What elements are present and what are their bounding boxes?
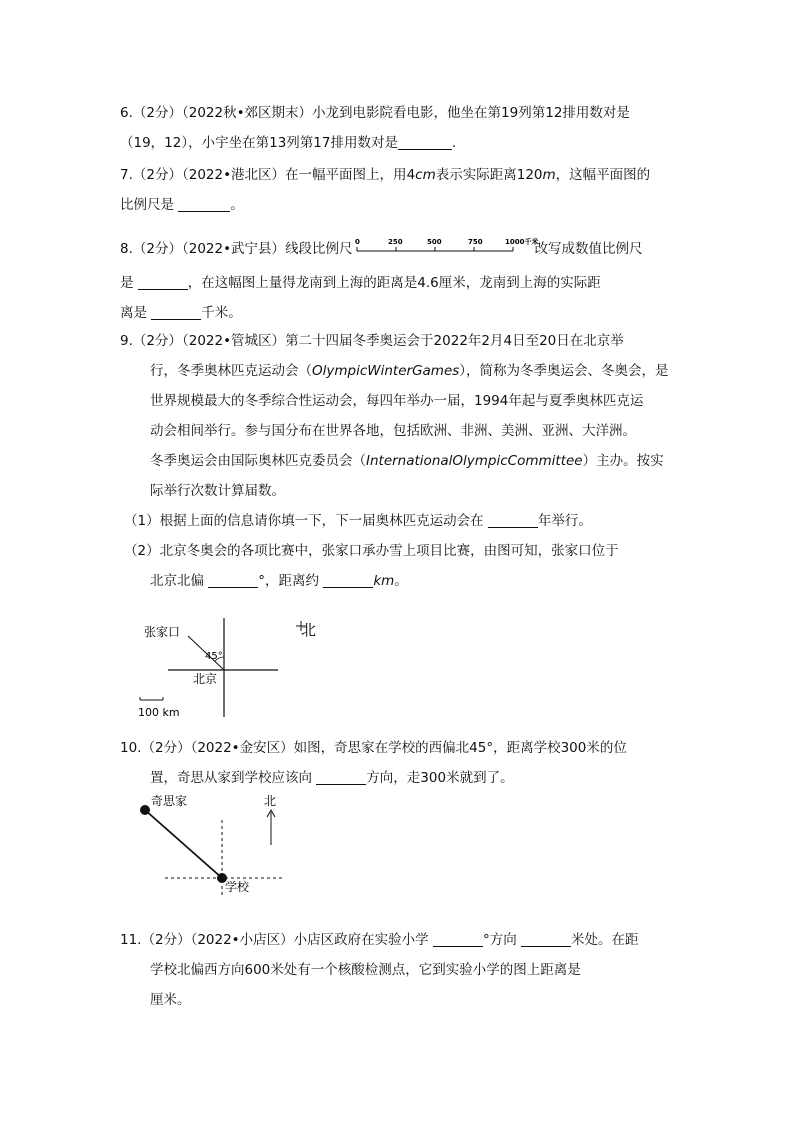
question-10 (120, 733, 680, 793)
beijing-direction-diagram (135, 610, 345, 725)
line-scale-bar (354, 237, 539, 259)
scale-label-250: 250 (387, 238, 403, 246)
unit: m (542, 167, 556, 183)
question-text: 线段比例尺 (285, 241, 353, 257)
unit: km (373, 573, 395, 589)
scale-label-0: 0 (354, 238, 360, 246)
question-text: 离是 (120, 305, 147, 321)
scale-label: 100 km (138, 706, 180, 719)
answer-blank[interactable] (398, 131, 452, 150)
question-text: 米处。在距 (571, 932, 639, 948)
angle-label: 45° (205, 651, 223, 662)
question-number: 11. (120, 932, 142, 948)
answer-blank[interactable] (208, 569, 258, 588)
question-meta: （2分）（2022•小店区） (141, 932, 294, 948)
question-text: 第二十四届冬季奥运会于2022年2月4日至20日在北京举 (285, 333, 624, 349)
question-text: 如图，奇思家在学校的西偏北45°，距离学校300米的位 (293, 740, 627, 756)
zhangjiakou-label: 张家口 (144, 625, 181, 639)
subquestion-2: （2）北京冬奥会的各项比赛中，张家口承办雪上项目比赛，由图可知，张家口位于 (124, 543, 619, 559)
question-number: 9. (120, 333, 133, 349)
question-11 (120, 925, 680, 1015)
question-text: ），简称为冬季奥运会、冬奥会，是 (459, 363, 669, 379)
question-text: 表示实际距离 (435, 167, 517, 183)
question-meta: （2分）（2022•金安区） (141, 740, 294, 756)
question-text: 小龙到电影院看电影，他坐在第19列第12排用数对是 (312, 105, 630, 121)
question-meta: （2分）（2022•武宁县） (132, 241, 286, 257)
question-meta: （2分）（2022•管城区） (132, 333, 286, 349)
question-text: 方向，走300米就到了。 (366, 770, 514, 786)
question-number: 10. (120, 740, 142, 756)
answer-blank[interactable] (151, 301, 201, 320)
question-text: 学校北偏西方向600米处有一个核酸检测点，它到实验小学的图上距离是 (150, 962, 581, 978)
answer-blank[interactable] (323, 569, 373, 588)
question-text: 世界规模最大的冬季综合性运动会，每四年举办一届，1994年起与夏季奥林匹克运 (150, 393, 644, 409)
answer-blank[interactable] (138, 271, 188, 290)
question-text: ，在这幅图上量得龙南到上海的距离是4.6厘米，龙南到上海的实际距 (187, 275, 601, 291)
value: 4 (406, 167, 416, 183)
home-point (140, 805, 150, 815)
question-text: °方向 (482, 932, 517, 948)
question-text: 。 (394, 573, 408, 589)
home-label: 奇思家 (151, 794, 188, 808)
unit: cm (415, 167, 436, 183)
question-text: 厘米。 (150, 992, 191, 1008)
question-text: ）主办。按实 (582, 453, 664, 469)
question-meta: （2分）（2022•港北区） (132, 167, 286, 183)
question-text: 冬季奥运会由国际奥林匹克委员会（ (150, 453, 366, 469)
question-text: 。 (230, 197, 244, 213)
value: 120 (516, 167, 543, 183)
question-text: InternationalOlympicCommittee (366, 453, 583, 469)
subquestion-1: （1）根据上面的信息请你填一下，下一届奥林匹克运动会在 (124, 513, 484, 529)
question-text: 置，奇思从家到学校应该向 (150, 770, 312, 786)
question-text: °，距离约 (258, 573, 320, 589)
answer-blank[interactable] (433, 928, 483, 947)
answer-blank[interactable] (488, 509, 538, 528)
question-text: 动会相间举行。参与国分布在世界各地，包括欧洲、非洲、美洲、亚洲、大洋洲。 (150, 423, 636, 439)
north-label: 北 (264, 794, 277, 808)
scale-label-1000: 1000千米 (504, 238, 539, 246)
question-text: OlympicWinterGames (312, 363, 460, 379)
scale-label-500: 500 (426, 238, 442, 246)
question-7 (120, 160, 680, 220)
answer-blank[interactable] (521, 928, 571, 947)
question-6 (120, 98, 680, 158)
scale-label-750: 750 (467, 238, 483, 246)
question-number: 8. (120, 241, 133, 257)
beijing-label: 北京 (193, 672, 218, 686)
school-label: 学校 (225, 880, 250, 894)
question-text: 年举行。 (537, 513, 592, 529)
question-text: 改写成数值比例尺 (534, 241, 643, 257)
question-text: ，这幅平面图的 (555, 167, 651, 183)
question-text: 行，冬季奥林匹克运动会（ (150, 363, 312, 379)
question-text: 比例尺是 (120, 197, 174, 213)
question-number: 7. (120, 167, 133, 183)
question-text: 际举行次数计算届数。 (150, 483, 285, 499)
question-text: 千米。 (201, 305, 242, 321)
question-8 (120, 234, 680, 328)
question-text: 是 (120, 275, 134, 291)
question-text: . (451, 135, 457, 151)
answer-blank[interactable] (316, 766, 366, 785)
question-text: 在一幅平面图上，用 (285, 167, 407, 183)
question-text: 小店区政府在实验小学 (293, 932, 429, 948)
school-direction-diagram (135, 790, 305, 900)
answer-blank[interactable] (178, 193, 230, 212)
question-text: 北京北偏 (150, 573, 204, 589)
question-9 (120, 326, 680, 596)
north-label: 北 (301, 621, 317, 639)
question-text: （19，12），小宇坐在第13列第17排用数对是 (120, 135, 398, 151)
question-number: 6. (120, 105, 133, 121)
question-meta: （2分）（2022秋•郊区期末） (132, 105, 313, 121)
